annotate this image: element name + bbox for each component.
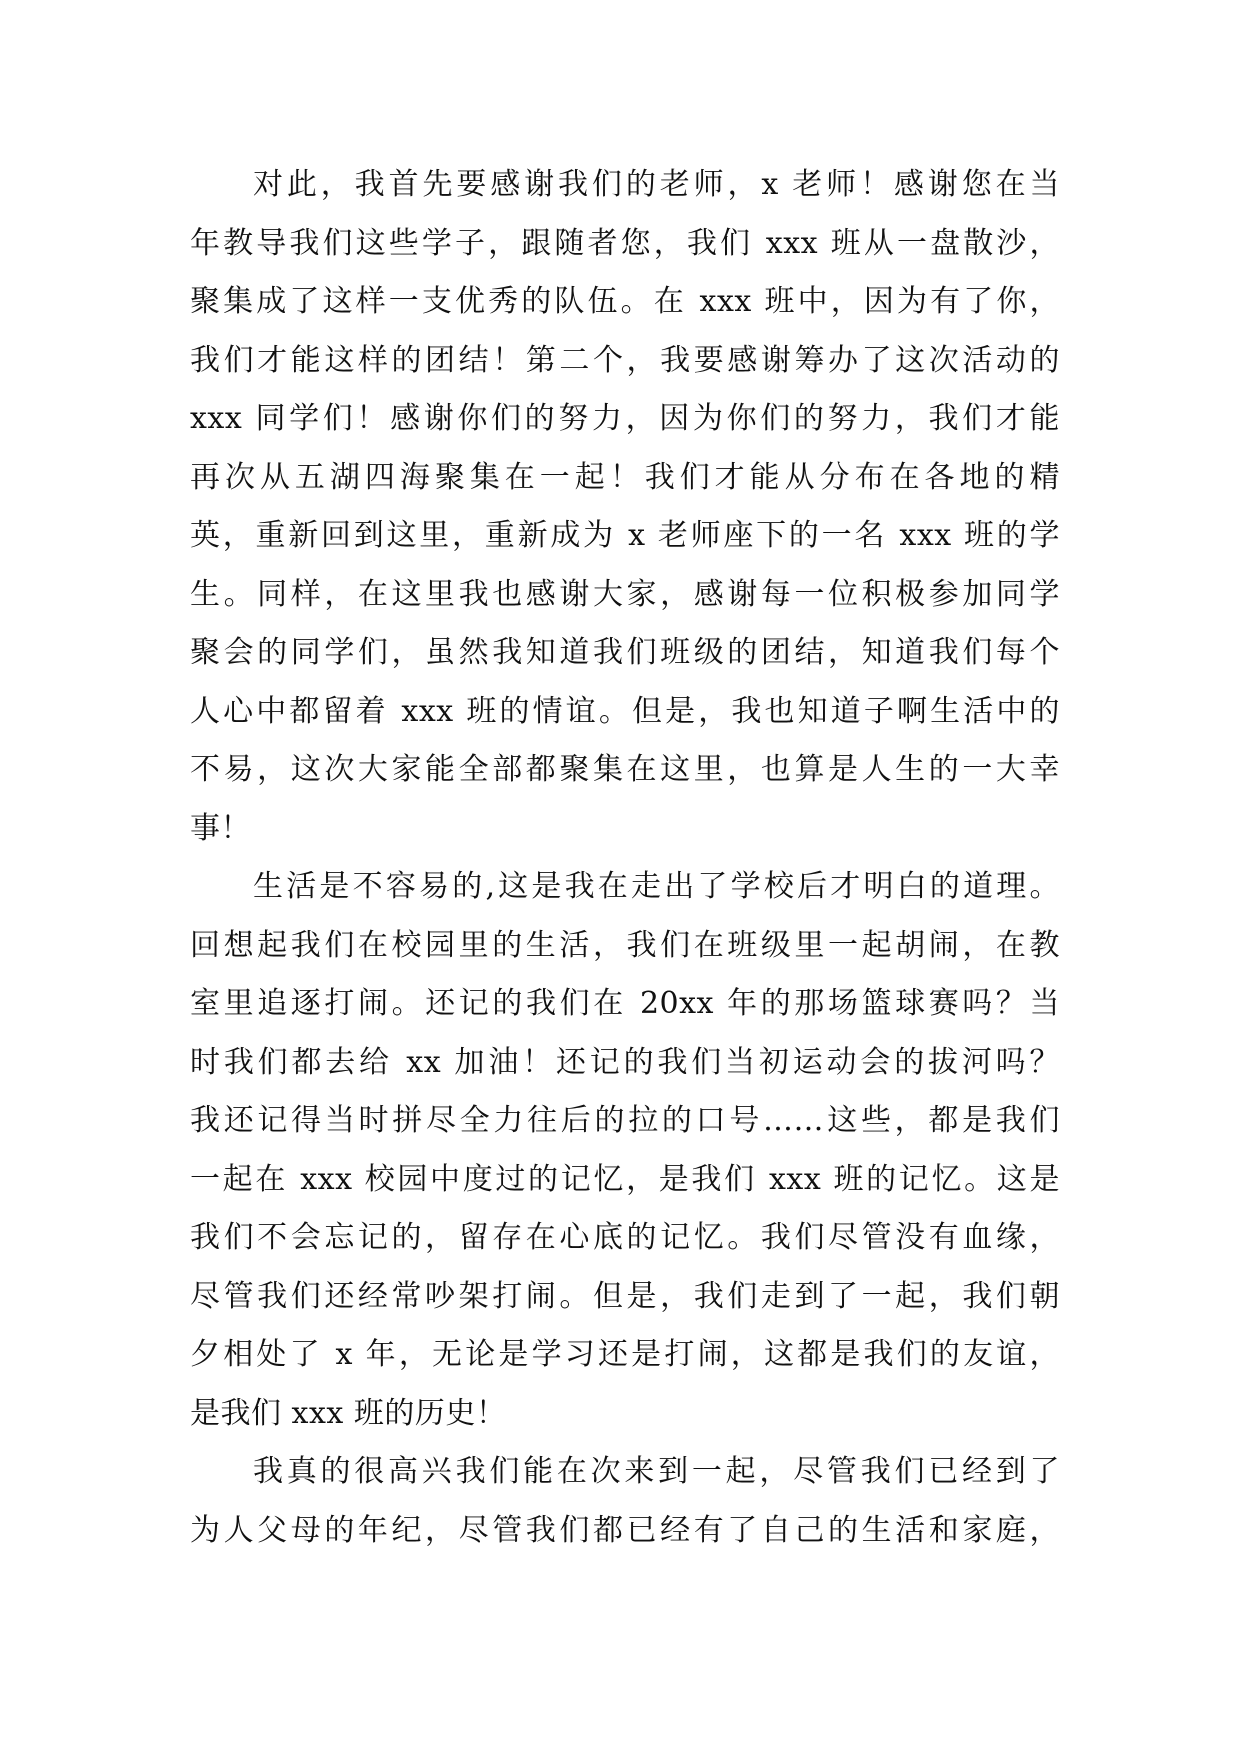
paragraph-1 [190,156,1060,858]
text-line: 一起在 xxx 校园中度过的记忆，是我们 xxx 班的记忆。这是 [190,1161,1060,1197]
paragraph-3 [190,1443,1060,1560]
text-line: 室里追逐打闹。还记的我们在 20xx 年的那场篮球赛吗？当 [190,986,1060,1021]
text-line: 尽管我们还经常吵架打闹。但是，我们走到了一起，我们朝 [190,1278,1060,1314]
paragraph-2 [190,858,1060,1443]
text-line: 我真的很高兴我们能在次来到一起，尽管我们已经到了 [253,1454,1060,1489]
text-line: 不易，这次大家能全部都聚集在这里，也算是人生的一大幸 [190,752,1060,787]
text-line: xxx 同学们！感谢你们的努力，因为你们的努力，我们才能 [190,401,1060,436]
text-line: 我还记得当时拼尽全力往后的拉的口号……这些，都是我们 [190,1103,1060,1138]
text-line: 我们不会忘记的，留存在心底的记忆。我们尽管没有血缘， [190,1220,1060,1255]
text-line: 为人父母的年纪，尽管我们都已经有了自己的生活和家庭， [190,1512,1060,1548]
text-line: 对此，我首先要感谢我们的老师，x 老师！感谢您在当 [253,167,1060,202]
document-body [190,156,1060,1560]
text-line: 事！ [190,810,251,846]
text-line: 夕相处了 x 年，无论是学习还是打闹，这都是我们的友谊， [190,1337,1060,1372]
text-line: 人心中都留着 xxx 班的情谊。但是，我也知道子啊生活中的 [190,693,1060,729]
text-line: 生。同样，在这里我也感谢大家，感谢每一位积极参加同学 [190,576,1060,612]
text-line: 英，重新回到这里，重新成为 x 老师座下的一名 xxx 班的学 [190,518,1060,553]
text-line: 年教导我们这些学子，跟随者您，我们 xxx 班从一盘散沙， [190,225,1060,261]
text-line: 是我们 xxx 班的历史！ [190,1395,507,1431]
text-line: 我们才能这样的团结！第二个，我要感谢筹办了这次活动的 [190,342,1060,378]
text-line: 回想起我们在校园里的生活，我们在班级里一起胡闹，在教 [190,927,1060,963]
text-line: 聚会的同学们，虽然我知道我们班级的团结，知道我们每个 [190,635,1060,670]
text-line: 生活是不容易的,这是我在走出了学校后才明白的道理。 [253,869,1060,904]
text-line: 聚集成了这样一支优秀的队伍。在 xxx 班中，因为有了你， [190,284,1060,319]
text-line: 再次从五湖四海聚集在一起！我们才能从分布在各地的精 [190,459,1060,495]
text-line: 时我们都去给 xx 加油！还记的我们当初运动会的拔河吗？ [190,1044,1060,1080]
